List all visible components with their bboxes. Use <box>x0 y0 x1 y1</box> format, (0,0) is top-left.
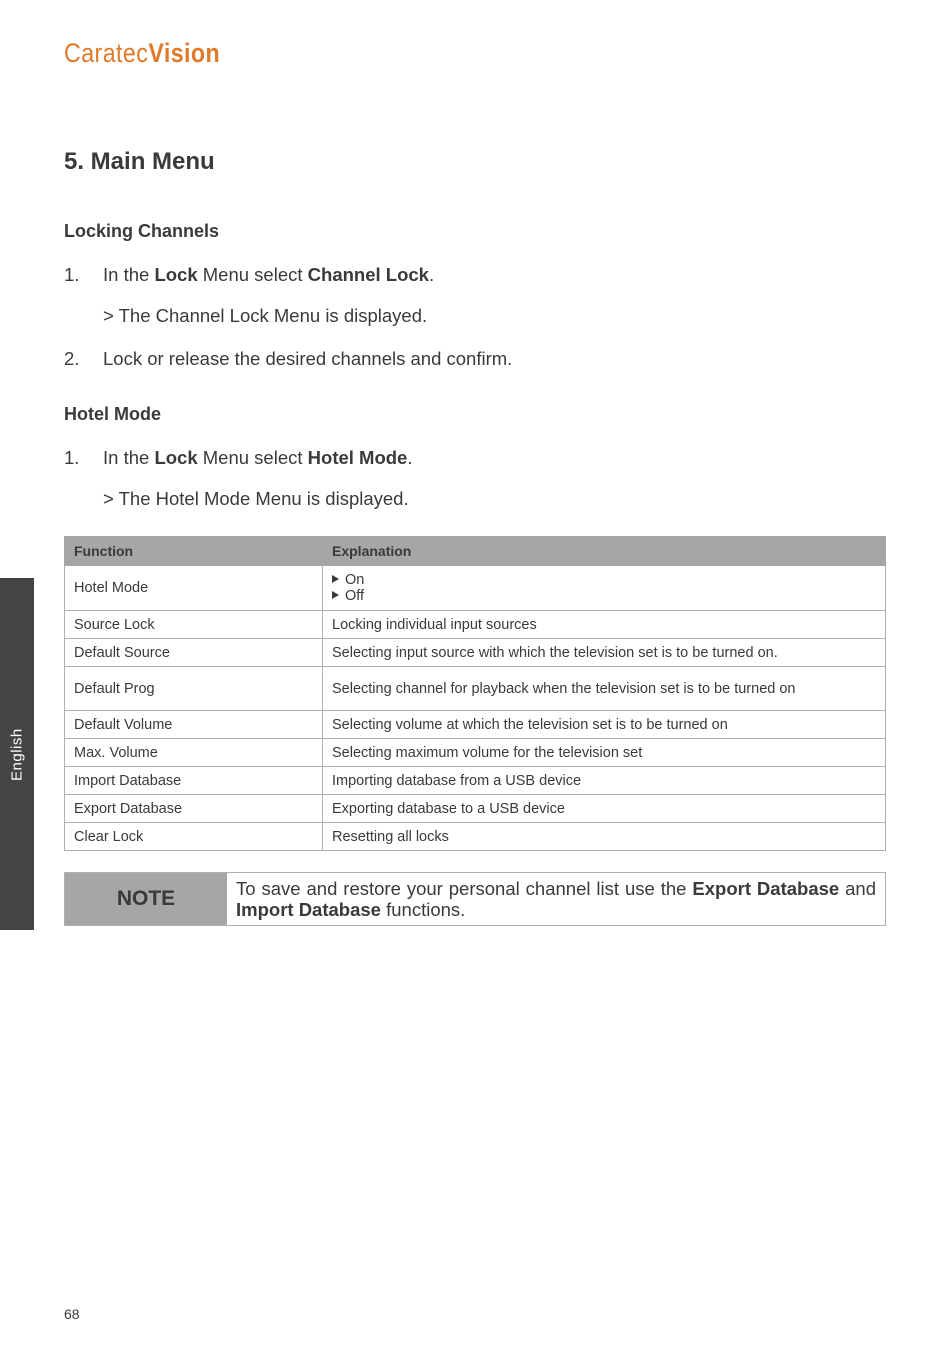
bold-span: Hotel Mode <box>307 447 408 468</box>
text-span: Menu select <box>197 264 308 285</box>
text-span: In the <box>103 447 155 468</box>
note-text <box>227 873 885 925</box>
function-cell: Export Database <box>65 795 323 823</box>
explanation-cell: Exporting database to a USB device <box>323 795 886 823</box>
logo-bold: Vision <box>148 38 221 68</box>
header-explanation: Explanation <box>323 537 886 566</box>
text-span: To save and restore your personal channel list use the <box>236 878 693 899</box>
function-cell: Import Database <box>65 767 323 795</box>
bold-span: Lock <box>154 264 198 285</box>
note-box <box>64 872 886 926</box>
text-span: . <box>407 447 413 468</box>
explanation-cell: Selecting volume at which the television set is to be turned on <box>323 711 886 739</box>
table-row <box>65 611 886 639</box>
table-row <box>65 739 886 767</box>
language-label: English <box>8 728 26 782</box>
explanation-cell: Importing database from a USB device <box>323 767 886 795</box>
text-span: functions. <box>380 899 466 920</box>
table-header-row <box>65 537 886 566</box>
hotel-result-1: > The Hotel Mode Menu is displayed. <box>103 488 409 509</box>
step-number: 2. <box>64 348 80 369</box>
function-cell: Default Prog <box>65 667 323 711</box>
table-row <box>65 639 886 667</box>
explanation-cell: Selecting input source with which the television set is to be turned on. <box>323 639 886 667</box>
logo-regular: Caratec <box>64 38 149 68</box>
locking-step-2: Lock or release the desired channels and confirm. <box>103 348 513 369</box>
locking-result-1: > The Channel Lock Menu is displayed. <box>103 305 428 326</box>
table-row <box>65 767 886 795</box>
table-row <box>65 823 886 851</box>
explanation-cell: Selecting channel for playback when the television set is to be turned on <box>323 667 886 711</box>
text-span: In the <box>103 264 155 285</box>
function-cell: Clear Lock <box>65 823 323 851</box>
hotel-step-1 <box>103 447 413 469</box>
hotel-mode-table <box>64 536 886 851</box>
option-item <box>332 588 876 604</box>
option-label: On <box>345 572 365 588</box>
triangle-bullet-icon <box>332 591 339 599</box>
table-row <box>65 566 886 611</box>
function-cell: Hotel Mode <box>65 566 323 611</box>
function-cell: Source Lock <box>65 611 323 639</box>
bold-span: Export Database <box>692 878 840 899</box>
section-title: 5. Main Menu <box>64 148 215 175</box>
function-cell: Default Source <box>65 639 323 667</box>
table-row <box>65 667 886 711</box>
header-function: Function <box>65 537 323 566</box>
explanation-cell <box>323 566 886 611</box>
explanation-cell: Resetting all locks <box>323 823 886 851</box>
option-label: Off <box>345 588 365 604</box>
bold-span: Channel Lock <box>307 264 429 285</box>
text-span: Menu select <box>197 447 308 468</box>
bold-span: Import Database <box>236 899 381 920</box>
table-row <box>65 795 886 823</box>
locking-channels-heading: Locking Channels <box>64 221 220 241</box>
text-span: . <box>428 264 435 285</box>
triangle-bullet-icon <box>332 575 339 583</box>
note-label: NOTE <box>65 873 227 925</box>
step-number: 1. <box>64 447 80 468</box>
brand-logo <box>64 38 220 69</box>
text-span: and <box>839 878 876 899</box>
table-row <box>65 711 886 739</box>
option-item <box>332 572 876 588</box>
step-number: 1. <box>64 264 80 285</box>
explanation-cell: Locking individual input sources <box>323 611 886 639</box>
page-number: 68 <box>64 1306 80 1322</box>
function-cell: Default Volume <box>65 711 323 739</box>
function-cell: Max. Volume <box>65 739 323 767</box>
locking-step-1 <box>103 264 434 286</box>
bold-span: Lock <box>154 447 198 468</box>
explanation-cell: Selecting maximum volume for the television set <box>323 739 886 767</box>
hotel-mode-heading: Hotel Mode <box>64 404 161 424</box>
